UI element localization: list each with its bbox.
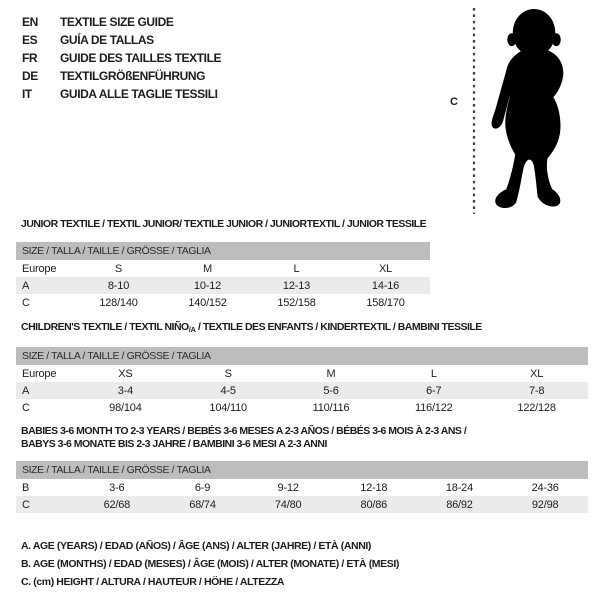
- legend-line-b: B. AGE (MONTHS) / EDAD (MESES) / ÂGE (MOIS) / ALTER (MONATE) / ETÀ (MESI): [21, 558, 399, 570]
- table-cell: 110/116: [312, 401, 350, 414]
- table-cell: 74/80: [245, 496, 331, 513]
- table-cell: 80/86: [331, 496, 417, 513]
- junior-size-table: [16, 242, 430, 311]
- children-title-text: / TEXTILE DES ENFANTS / KINDERTEXTIL / BAMBINI TESSILE: [195, 321, 482, 333]
- language-code: EN: [22, 15, 38, 29]
- table-row-height: [16, 294, 430, 311]
- table-cell: 12-13: [252, 277, 341, 294]
- guide-title-en: TEXTILE SIZE GUIDE: [60, 15, 174, 29]
- table-row-height: [16, 399, 588, 416]
- table-cell: 92/98: [502, 496, 588, 513]
- measure-legend: [21, 537, 399, 591]
- legend-line-c: C. (cm) HEIGHT / ALTURA / HAUTEUR / HÖHE / ALTEZZA: [21, 576, 285, 588]
- table-cell: 98/104: [109, 401, 142, 414]
- table-cell: 14-16: [341, 277, 430, 294]
- children-title-subscript: /A: [188, 325, 196, 334]
- table-row-age: [16, 277, 430, 294]
- table-cell: 104/110: [209, 401, 247, 414]
- babies-table-title: [16, 425, 588, 451]
- row-label: Europe: [22, 367, 57, 380]
- babies-size-table: [16, 461, 588, 513]
- language-row-es: [22, 31, 221, 49]
- table-cell: 3-6: [109, 481, 125, 494]
- children-table-section: [16, 321, 588, 416]
- table-row-height: [16, 496, 588, 513]
- table-cell: 4-5: [177, 382, 280, 399]
- table-cell: XS: [118, 367, 133, 380]
- table-cell: 12-18: [360, 481, 388, 494]
- junior-table-section: [16, 218, 430, 311]
- language-row-it: [22, 85, 221, 103]
- table-cell: 6-9: [194, 481, 211, 494]
- language-row-fr: [22, 49, 221, 67]
- children-table-title: [16, 321, 588, 336]
- table-cell: 9-12: [277, 481, 299, 494]
- table-cell: 158/170: [366, 296, 405, 309]
- row-label: C: [22, 401, 30, 414]
- table-cell: S: [224, 367, 232, 380]
- language-code: IT: [22, 87, 32, 101]
- table-row-europe: [16, 365, 588, 382]
- table-cell: 5-6: [280, 382, 383, 399]
- table-cell: 6-7: [382, 382, 485, 399]
- table-row-age: [16, 382, 588, 399]
- table-header-row: [16, 461, 588, 479]
- table-cell: 24-36: [531, 481, 559, 494]
- figure-area: [440, 0, 600, 222]
- table-cell: 116/122: [415, 401, 453, 414]
- table-cell: M: [326, 367, 336, 380]
- table-row-europe: [16, 260, 430, 277]
- table-header-row: [16, 242, 430, 260]
- table-cell: 140/152: [188, 296, 227, 309]
- row-label: A: [16, 277, 74, 294]
- height-measure-label: C: [450, 96, 458, 108]
- table-cell: 86/92: [417, 496, 503, 513]
- table-cell: 68/74: [160, 496, 246, 513]
- size-header-bar: SIZE / TALLA / TAILLE / GRÖSSE / TAGLIA: [16, 242, 430, 260]
- guide-title-de: TEXTILGRÖßENFÜHRUNG: [60, 69, 206, 83]
- table-cell: 7-8: [485, 382, 588, 399]
- row-label: Europe: [22, 262, 57, 275]
- table-cell: XL: [378, 262, 393, 275]
- table-header-row: [16, 347, 588, 365]
- size-header-bar: SIZE / TALLA / TAILLE / GRÖSSE / TAGLIA: [16, 461, 588, 479]
- legend-line-a: A. AGE (YEARS) / EDAD (AÑOS) / ÂGE (ANS) / ALTER (JAHRE) / ETÀ (ANNI): [21, 540, 372, 552]
- size-header-bar: SIZE / TALLA / TAILLE / GRÖSSE / TAGLIA: [16, 347, 588, 365]
- language-code: DE: [22, 69, 38, 83]
- guide-title-it: GUIDA ALLE TAGLIE TESSILI: [60, 87, 218, 101]
- junior-table-title: JUNIOR TEXTILE / TEXTIL JUNIOR/ TEXTILE JUNIOR / JUNIORTEXTIL / JUNIOR TESSILE: [21, 218, 427, 230]
- language-code: FR: [22, 51, 38, 65]
- table-cell: 18-24: [445, 481, 474, 494]
- table-cell: 152/158: [277, 296, 316, 309]
- table-cell: 8-10: [74, 277, 163, 294]
- table-cell: L: [430, 367, 437, 380]
- table-cell: 62/68: [74, 496, 160, 513]
- language-row-de: [22, 67, 221, 85]
- language-code: ES: [22, 33, 38, 47]
- babies-title-line2: BABYS 3-6 MONATE BIS 2-3 JAHRE / BAMBINI 3-6 MESI A 2-3 ANNI: [21, 438, 327, 450]
- children-size-table: [16, 347, 588, 416]
- table-cell: XL: [530, 367, 544, 380]
- language-list: [22, 13, 221, 103]
- babies-title-line1: BABIES 3-6 MONTH TO 2-3 YEARS / BEBÉS 3-6 MESES A 2-3 AÑOS / BÉBÉS 3-6 MOIS À 2-3 ANS /: [21, 425, 467, 437]
- table-cell: L: [293, 262, 300, 275]
- guide-title-fr: GUIDE DES TAILLES TEXTILE: [60, 51, 222, 65]
- table-cell: 122/128: [517, 401, 556, 414]
- guide-title-es: GUÍA DE TALLAS: [60, 33, 154, 47]
- table-cell: S: [114, 262, 123, 275]
- table-cell: 10-12: [163, 277, 252, 294]
- babies-table-section: [16, 425, 588, 513]
- table-row-months: [16, 479, 588, 496]
- language-row-en: [22, 13, 221, 31]
- baby-silhouette-icon: [482, 6, 592, 214]
- row-label: B: [22, 481, 30, 494]
- measure-dashed-line: [472, 8, 476, 214]
- row-label: C: [22, 296, 30, 309]
- children-title-text: CHILDREN'S TEXTILE / TEXTIL NIÑO: [21, 321, 189, 333]
- row-label: A: [16, 382, 74, 399]
- table-cell: M: [203, 262, 212, 275]
- row-label: C: [16, 496, 74, 513]
- table-cell: 3-4: [74, 382, 177, 399]
- table-cell: 128/140: [99, 296, 138, 309]
